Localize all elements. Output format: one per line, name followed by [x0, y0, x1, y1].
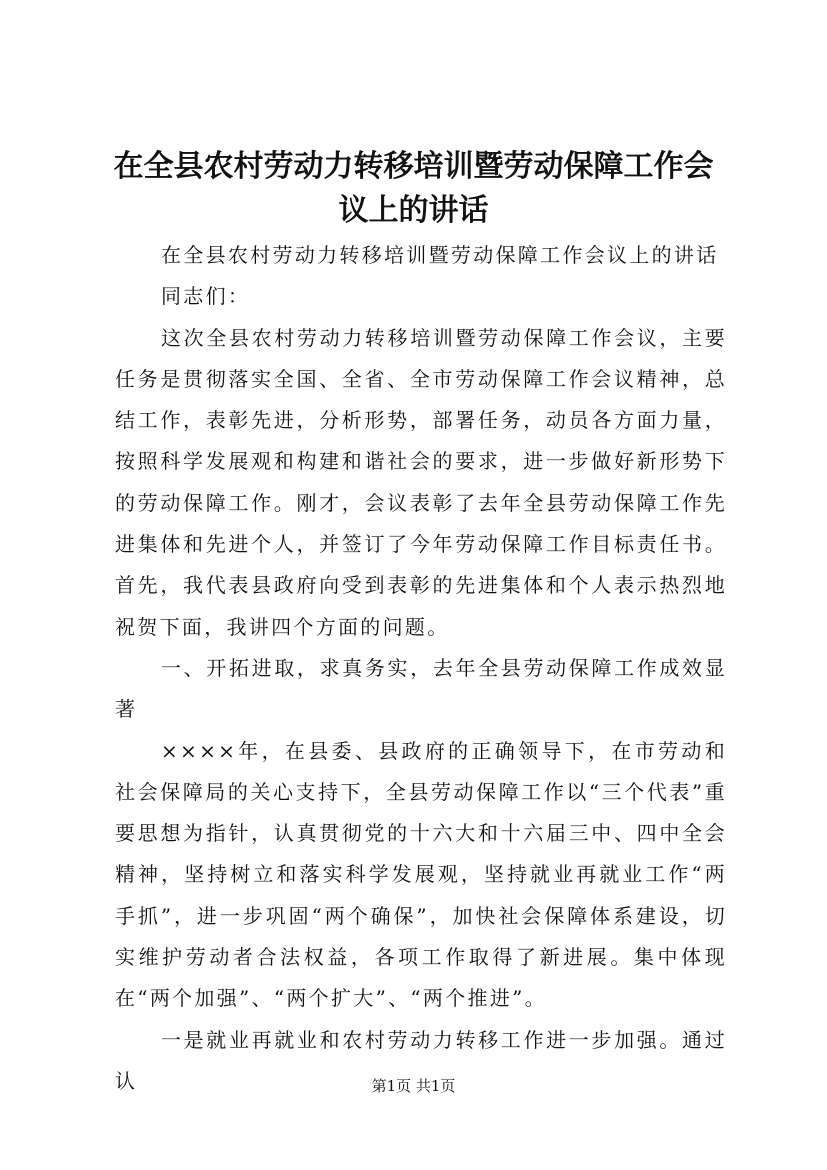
- salutation-paragraph: 同志们：: [161, 284, 251, 309]
- body-paragraph: ××××年，在县委、县政府的正确领导下，在市劳动和社会保障局的关心支持下，全县劳动保障工作以“三个代表”重要思想为指针，认真贯彻党的十六大和十六届三中、四中全会精神，坚持树立和落实科学发展观，坚持就业再就业工作“两手抓”，进一步巩固“两个确保”，加快社会保障体系建设，切实维护劳动者合法权益，各项工作取得了新进展。集中体现在“两个加强”、“两个扩大”、“两个推进”。: [115, 738, 727, 1011]
- page-number-footer: 第1页 共1页: [371, 1077, 456, 1095]
- section-heading: 一、开拓进取，求真务实，去年全县劳动保障工作成效显著: [115, 655, 727, 722]
- body-paragraph: 这次全县农村劳动力转移培训暨劳动保障工作会议，主要任务是贯彻落实全国、全省、全市劳动保障工作会议精神，总结工作，表彰先进，分析形势，部署任务，动员各方面力量，按照科学发展观和构建和谐社会的要求，进一步做好新形势下的劳动保障工作。刚才，会议表彰了去年全县劳动保障工作先进集体和先进个人，并签订了今年劳动保障工作目标责任书。首先，我代表县政府向受到表彰的先进集体和个人表示热烈地祝贺下面，我讲四个方面的问题。: [115, 325, 727, 639]
- document-title: 在全县农村劳动力转移培训暨劳动保障工作会议上的讲话: [113, 149, 714, 228]
- body-paragraph: 一是就业再就业和农村劳动力转移工作进一步加强。通过认: [115, 1027, 727, 1093]
- document-body: [115, 235, 727, 1102]
- subtitle-paragraph: 在全县农村劳动力转移培训暨劳动保障工作会议上的讲话: [161, 243, 719, 267]
